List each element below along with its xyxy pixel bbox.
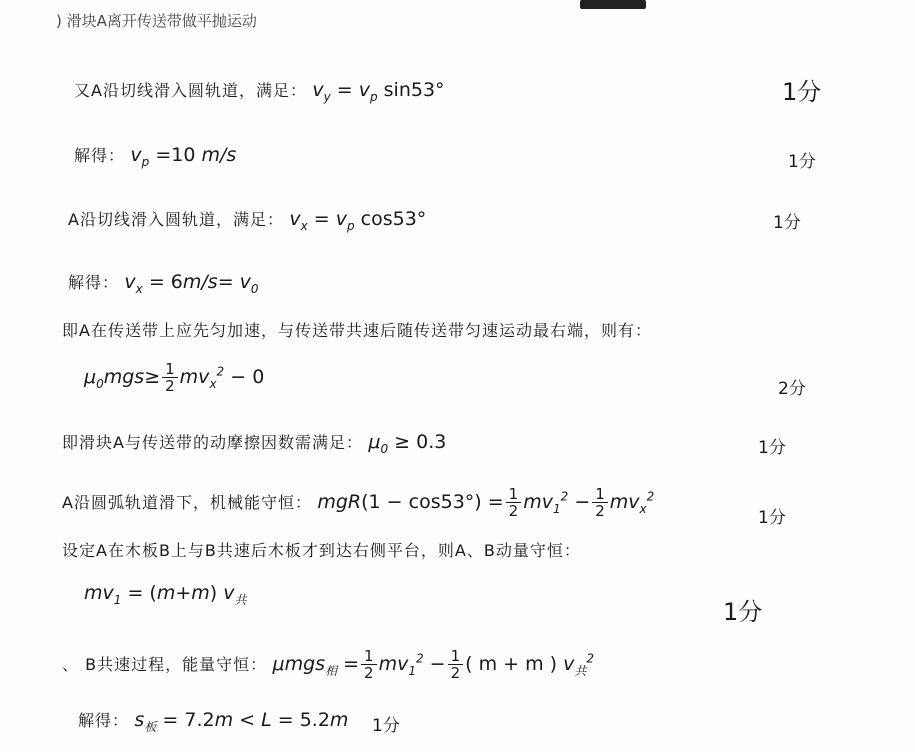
line-8-text: 设定A在木板B上与B共速后木板才到达右侧平台，则A、B动量守恒： (62, 541, 581, 560)
line-2-math: $v_x = v_p$ cos53° (289, 208, 427, 233)
score-9: 1分 (723, 598, 763, 626)
line-3-math: $v_x = 6m/s= v_0$ (124, 271, 259, 296)
line-2 (68, 207, 426, 233)
line-1-text: 解得： (74, 146, 126, 165)
score-0: 1分 (782, 78, 822, 106)
line-11 (78, 708, 348, 735)
line-2-text: A沿切线滑入圆轨道，满足： (68, 210, 284, 229)
line-1 (74, 143, 236, 169)
line-11-text: 解得： (78, 711, 130, 730)
line-10 (62, 648, 594, 681)
line-9-math: $mv_1 = (m+m)$ $v_共$ (84, 582, 247, 607)
line-1-math: $v_p =10$ m/s (130, 144, 237, 169)
header-clip: ) 滑块A离开传送带做平抛运动 (56, 12, 257, 30)
line-4 (62, 318, 652, 341)
scan-mark (580, 0, 646, 9)
line-11-math: $s_板 = 7.2m < L = 5.2m$ (134, 709, 349, 734)
line-5 (84, 361, 264, 394)
line-4-text: 即A在传送带上应先匀加速，与传送带共速后随传送带匀速运动最右端，则有： (62, 321, 652, 340)
line-6-text: 即滑块A与传送带的动摩擦因数需满足： (62, 433, 363, 452)
line-0 (74, 78, 445, 104)
line-9 (84, 582, 247, 608)
score-6: 1分 (758, 438, 786, 458)
line-0-text: 又A沿切线滑入圆轨道，满足： (74, 81, 307, 100)
line-5-math: $\mu_0mgs\ge$ $\frac{1}{2}$ $mv_x^2 - 0$ (84, 360, 265, 395)
line-3 (68, 270, 259, 296)
line-10-math: μmgs$_相$ = $\frac{1}{2}$ $mv_1^2$ − $\frac{1}{2}$ ( m + m ) $v_共^2$ (272, 647, 595, 682)
score-5: 2分 (778, 379, 806, 399)
score-11: 1分 (372, 716, 400, 736)
line-0-math: $v_y = v_p$ sin53° (312, 79, 445, 104)
line-3-text: 解得： (68, 273, 120, 292)
score-7: 1分 (758, 508, 786, 528)
line-10-text: 、 B共速过程，能量守恒： (62, 655, 268, 674)
line-6-math: $\mu_0 \ge 0.3$ (368, 431, 447, 456)
line-7-text: A沿圆弧轨道滑下，机械能守恒： (62, 493, 312, 512)
score-2: 1分 (773, 213, 801, 233)
line-8 (62, 538, 581, 561)
line-6 (62, 430, 446, 456)
line-7 (62, 486, 654, 519)
line-7-math: mgR(1 − cos53°) = $\frac{1}{2}$ $mv_1^2$ − $\frac{1}{2}$ $mv_x^2$ (317, 485, 655, 520)
score-1: 1分 (788, 152, 816, 172)
